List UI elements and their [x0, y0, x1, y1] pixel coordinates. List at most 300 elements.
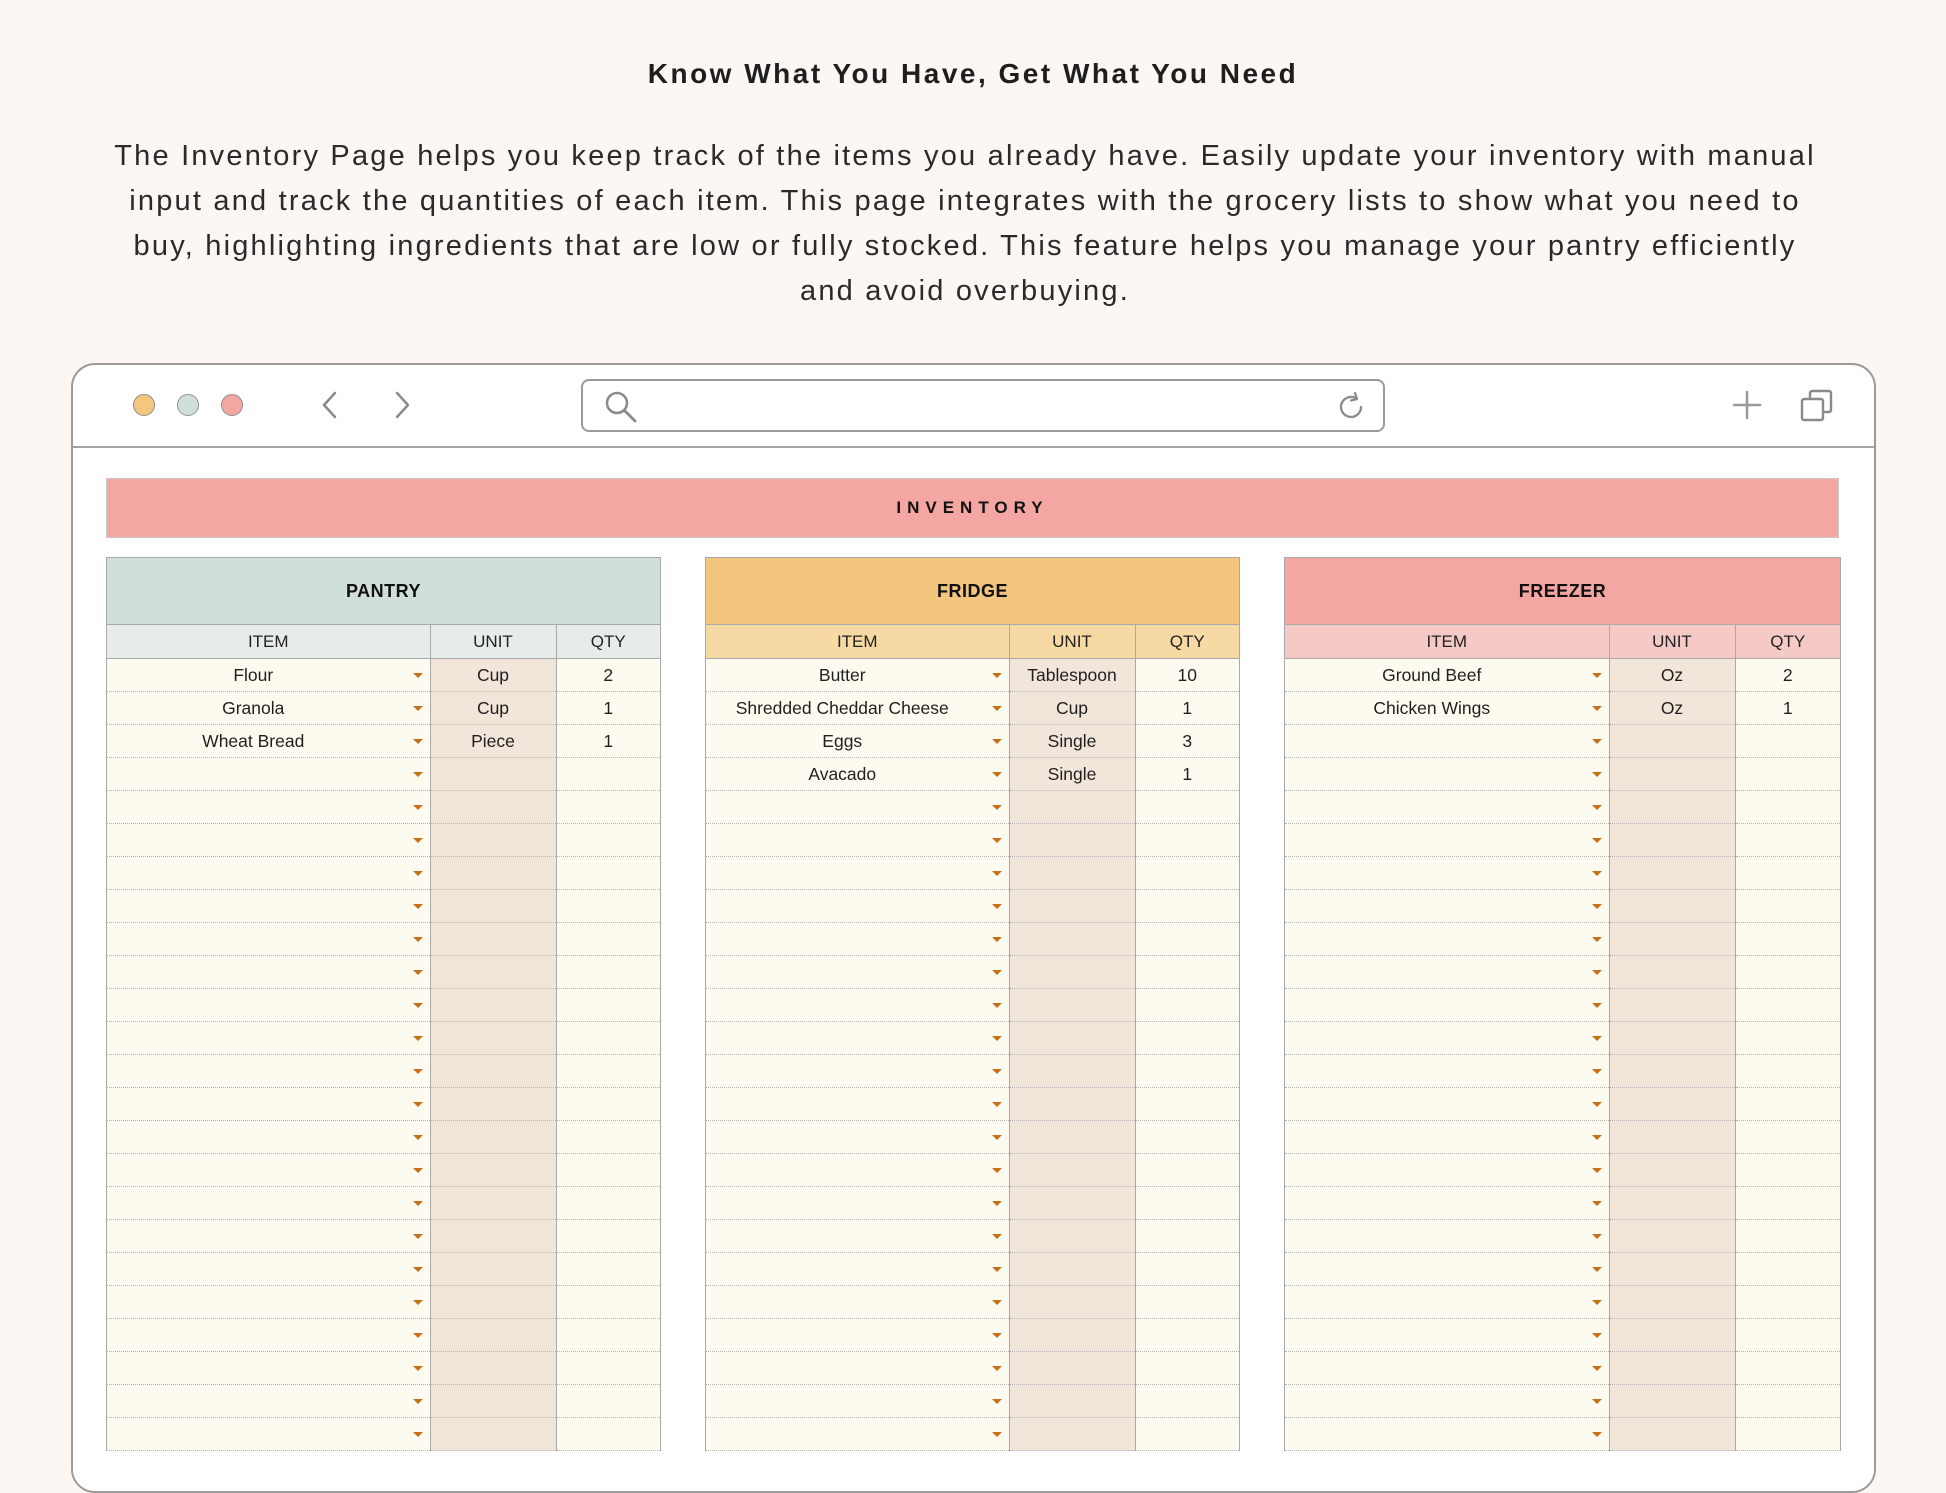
table-row: [107, 1385, 660, 1418]
dropdown-arrow-icon[interactable]: [1592, 1399, 1602, 1404]
qty-cell[interactable]: [1735, 1220, 1840, 1253]
qty-cell[interactable]: [1135, 989, 1239, 1022]
unit-cell[interactable]: [430, 824, 556, 857]
item-cell[interactable]: [706, 725, 1009, 758]
qty-cell[interactable]: [1735, 1286, 1840, 1319]
unit-cell[interactable]: [1009, 1253, 1135, 1286]
dropdown-arrow-icon[interactable]: [992, 772, 1002, 777]
dropdown-arrow-icon[interactable]: [992, 673, 1002, 678]
unit-cell[interactable]: [1609, 791, 1735, 824]
item-cell[interactable]: [706, 824, 1009, 857]
dropdown-arrow-icon[interactable]: [992, 1267, 1002, 1272]
unit-cell[interactable]: [1009, 1319, 1135, 1352]
unit-cell[interactable]: [430, 956, 556, 989]
item-cell[interactable]: [1285, 1022, 1609, 1055]
unit-cell[interactable]: [430, 1187, 556, 1220]
qty-cell[interactable]: 3: [1135, 725, 1239, 758]
qty-cell[interactable]: [556, 1022, 660, 1055]
dropdown-arrow-icon[interactable]: [1592, 1201, 1602, 1206]
item-cell[interactable]: [107, 989, 430, 1022]
dropdown-arrow-icon[interactable]: [413, 739, 423, 744]
qty-cell[interactable]: [1735, 1352, 1840, 1385]
unit-cell[interactable]: [1009, 989, 1135, 1022]
item-cell[interactable]: [107, 692, 430, 725]
unit-cell[interactable]: [1609, 1286, 1735, 1319]
unit-cell[interactable]: [1609, 956, 1735, 989]
item-cell[interactable]: [1285, 758, 1609, 791]
chevron-right-icon[interactable]: [387, 387, 417, 423]
dropdown-arrow-icon[interactable]: [1592, 1432, 1602, 1437]
unit-cell[interactable]: [430, 857, 556, 890]
dropdown-arrow-icon[interactable]: [992, 1201, 1002, 1206]
unit-cell[interactable]: [1009, 1385, 1135, 1418]
item-cell[interactable]: [1285, 923, 1609, 956]
unit-cell[interactable]: [1009, 923, 1135, 956]
plus-icon[interactable]: [1731, 389, 1763, 426]
unit-cell[interactable]: [1009, 1418, 1135, 1451]
item-cell[interactable]: [706, 791, 1009, 824]
unit-cell[interactable]: [1009, 1187, 1135, 1220]
item-cell[interactable]: [706, 1418, 1009, 1451]
unit-cell[interactable]: [1609, 857, 1735, 890]
item-cell[interactable]: [706, 857, 1009, 890]
qty-cell[interactable]: [1735, 1022, 1840, 1055]
unit-cell[interactable]: Cup: [430, 692, 556, 725]
unit-cell[interactable]: [1609, 824, 1735, 857]
dropdown-arrow-icon[interactable]: [1592, 1300, 1602, 1305]
qty-cell[interactable]: [1735, 989, 1840, 1022]
qty-cell[interactable]: [1735, 956, 1840, 989]
item-cell[interactable]: [706, 1055, 1009, 1088]
qty-cell[interactable]: [1135, 1187, 1239, 1220]
dropdown-arrow-icon[interactable]: [413, 904, 423, 909]
item-cell[interactable]: [1285, 1220, 1609, 1253]
unit-cell[interactable]: [1609, 989, 1735, 1022]
qty-cell[interactable]: [556, 1154, 660, 1187]
unit-cell[interactable]: [430, 1121, 556, 1154]
dropdown-arrow-icon[interactable]: [992, 1333, 1002, 1338]
qty-cell[interactable]: [1135, 1055, 1239, 1088]
qty-cell[interactable]: 1: [1735, 692, 1840, 725]
qty-cell[interactable]: [1135, 1154, 1239, 1187]
item-cell[interactable]: [107, 1385, 430, 1418]
item-cell[interactable]: [107, 1319, 430, 1352]
qty-cell[interactable]: [1735, 1055, 1840, 1088]
unit-cell[interactable]: [430, 923, 556, 956]
qty-cell[interactable]: [1135, 824, 1239, 857]
dropdown-arrow-icon[interactable]: [992, 871, 1002, 876]
qty-cell[interactable]: [1735, 824, 1840, 857]
dropdown-arrow-icon[interactable]: [1592, 1135, 1602, 1140]
qty-cell[interactable]: [1135, 857, 1239, 890]
dropdown-arrow-icon[interactable]: [413, 1003, 423, 1008]
item-cell[interactable]: [706, 956, 1009, 989]
unit-cell[interactable]: Single: [1009, 758, 1135, 791]
item-cell[interactable]: [107, 1154, 430, 1187]
qty-cell[interactable]: [556, 758, 660, 791]
qty-cell[interactable]: [1135, 1286, 1239, 1319]
table-row: [706, 1385, 1239, 1418]
qty-cell[interactable]: [556, 1286, 660, 1319]
dropdown-arrow-icon[interactable]: [992, 1003, 1002, 1008]
item-cell[interactable]: [706, 1286, 1009, 1319]
item-cell[interactable]: [706, 1121, 1009, 1154]
qty-cell[interactable]: [1735, 857, 1840, 890]
qty-cell[interactable]: [1135, 890, 1239, 923]
unit-cell[interactable]: [1609, 1022, 1735, 1055]
chevron-left-icon[interactable]: [315, 387, 345, 423]
qty-cell[interactable]: 1: [1135, 692, 1239, 725]
qty-cell[interactable]: [556, 1220, 660, 1253]
unit-cell[interactable]: [430, 1154, 556, 1187]
unit-cell[interactable]: [430, 1253, 556, 1286]
qty-cell[interactable]: 1: [1135, 758, 1239, 791]
dropdown-arrow-icon[interactable]: [413, 970, 423, 975]
item-cell[interactable]: [1285, 989, 1609, 1022]
item-cell[interactable]: [1285, 1055, 1609, 1088]
qty-cell[interactable]: 2: [1735, 659, 1840, 692]
address-bar[interactable]: [581, 379, 1385, 432]
dropdown-arrow-icon[interactable]: [992, 1234, 1002, 1239]
dropdown-arrow-icon[interactable]: [413, 706, 423, 711]
dropdown-arrow-icon[interactable]: [1592, 706, 1602, 711]
dropdown-arrow-icon[interactable]: [1592, 937, 1602, 942]
qty-cell[interactable]: [1735, 1319, 1840, 1352]
dropdown-arrow-icon[interactable]: [992, 1432, 1002, 1437]
item-cell[interactable]: [107, 956, 430, 989]
qty-cell[interactable]: 2: [556, 659, 660, 692]
dropdown-arrow-icon[interactable]: [1592, 805, 1602, 810]
dropdown-arrow-icon[interactable]: [413, 1399, 423, 1404]
dropdown-arrow-icon[interactable]: [992, 1300, 1002, 1305]
qty-cell[interactable]: 10: [1135, 659, 1239, 692]
qty-cell[interactable]: [1735, 1088, 1840, 1121]
item-cell[interactable]: [107, 824, 430, 857]
item-cell[interactable]: [107, 857, 430, 890]
item-cell[interactable]: [1285, 1187, 1609, 1220]
unit-cell[interactable]: [1609, 1187, 1735, 1220]
dropdown-arrow-icon[interactable]: [992, 904, 1002, 909]
unit-cell[interactable]: [430, 1022, 556, 1055]
dropdown-arrow-icon[interactable]: [413, 1135, 423, 1140]
unit-cell[interactable]: [1609, 725, 1735, 758]
unit-cell[interactable]: [1009, 1088, 1135, 1121]
qty-cell[interactable]: [556, 989, 660, 1022]
item-cell[interactable]: [1285, 791, 1609, 824]
dropdown-arrow-icon[interactable]: [1592, 1234, 1602, 1239]
unit-cell[interactable]: [430, 1286, 556, 1319]
item-cell[interactable]: [107, 758, 430, 791]
qty-cell[interactable]: [556, 1121, 660, 1154]
qty-cell[interactable]: [1735, 1121, 1840, 1154]
unit-cell[interactable]: [1609, 758, 1735, 791]
dropdown-arrow-icon[interactable]: [413, 1069, 423, 1074]
unit-cell[interactable]: [1609, 1253, 1735, 1286]
unit-cell[interactable]: Cup: [1009, 692, 1135, 725]
unit-cell[interactable]: [1609, 1121, 1735, 1154]
qty-cell[interactable]: [556, 1385, 660, 1418]
item-cell[interactable]: [1285, 659, 1609, 692]
unit-cell[interactable]: [430, 791, 556, 824]
unit-cell[interactable]: [430, 758, 556, 791]
unit-cell[interactable]: [430, 890, 556, 923]
dropdown-arrow-icon[interactable]: [413, 673, 423, 678]
dropdown-arrow-icon[interactable]: [992, 1135, 1002, 1140]
dropdown-arrow-icon[interactable]: [1592, 673, 1602, 678]
item-cell[interactable]: [1285, 956, 1609, 989]
qty-cell[interactable]: 1: [556, 692, 660, 725]
dropdown-arrow-icon[interactable]: [992, 706, 1002, 711]
item-cell[interactable]: [1285, 1121, 1609, 1154]
qty-cell[interactable]: [1735, 1385, 1840, 1418]
unit-cell[interactable]: [430, 1385, 556, 1418]
qty-cell[interactable]: [556, 956, 660, 989]
unit-cell[interactable]: [430, 1088, 556, 1121]
item-cell[interactable]: [1285, 1088, 1609, 1121]
unit-cell[interactable]: [1609, 1154, 1735, 1187]
unit-cell[interactable]: [1009, 1022, 1135, 1055]
item-cell[interactable]: [706, 1385, 1009, 1418]
qty-cell[interactable]: [556, 1418, 660, 1451]
dropdown-arrow-icon[interactable]: [1592, 1366, 1602, 1371]
item-cell[interactable]: [107, 1121, 430, 1154]
unit-cell[interactable]: [1609, 1352, 1735, 1385]
unit-cell[interactable]: [1009, 1055, 1135, 1088]
item-cell[interactable]: [706, 1187, 1009, 1220]
unit-cell[interactable]: Oz: [1609, 692, 1735, 725]
unit-cell[interactable]: [1609, 1220, 1735, 1253]
qty-cell[interactable]: [1135, 1088, 1239, 1121]
qty-cell[interactable]: [1735, 1253, 1840, 1286]
unit-cell[interactable]: Cup: [430, 659, 556, 692]
item-cell[interactable]: [706, 659, 1009, 692]
dropdown-arrow-icon[interactable]: [413, 1036, 423, 1041]
item-cell[interactable]: [1285, 1385, 1609, 1418]
item-cell[interactable]: [107, 725, 430, 758]
dropdown-arrow-icon[interactable]: [413, 1432, 423, 1437]
qty-cell[interactable]: [556, 1319, 660, 1352]
qty-cell[interactable]: [1735, 890, 1840, 923]
qty-cell[interactable]: [556, 824, 660, 857]
dropdown-arrow-icon[interactable]: [413, 1234, 423, 1239]
window-close-button[interactable]: [221, 394, 243, 416]
dropdown-arrow-icon[interactable]: [1592, 1036, 1602, 1041]
unit-cell[interactable]: [430, 1319, 556, 1352]
unit-cell[interactable]: [1009, 857, 1135, 890]
table-row: [107, 1220, 660, 1253]
item-cell[interactable]: [706, 1319, 1009, 1352]
dropdown-arrow-icon[interactable]: [1592, 871, 1602, 876]
qty-cell[interactable]: [1135, 1022, 1239, 1055]
item-cell[interactable]: [1285, 857, 1609, 890]
dropdown-arrow-icon[interactable]: [1592, 838, 1602, 843]
dropdown-arrow-icon[interactable]: [1592, 970, 1602, 975]
qty-cell[interactable]: [556, 857, 660, 890]
dropdown-arrow-icon[interactable]: [992, 1069, 1002, 1074]
unit-cell[interactable]: [1609, 1385, 1735, 1418]
dropdown-arrow-icon[interactable]: [413, 1102, 423, 1107]
unit-cell[interactable]: [1609, 1418, 1735, 1451]
dropdown-arrow-icon[interactable]: [413, 1168, 423, 1173]
dropdown-arrow-icon[interactable]: [992, 1399, 1002, 1404]
dropdown-arrow-icon[interactable]: [992, 970, 1002, 975]
unit-cell[interactable]: [1009, 890, 1135, 923]
item-cell[interactable]: [107, 923, 430, 956]
unit-cell[interactable]: [1009, 1121, 1135, 1154]
unit-cell[interactable]: [430, 1220, 556, 1253]
item-cell[interactable]: [706, 1352, 1009, 1385]
item-cell[interactable]: [1285, 1319, 1609, 1352]
dropdown-arrow-icon[interactable]: [992, 937, 1002, 942]
dropdown-arrow-icon[interactable]: [992, 805, 1002, 810]
item-cell[interactable]: [107, 1187, 430, 1220]
qty-cell[interactable]: [1135, 1121, 1239, 1154]
dropdown-arrow-icon[interactable]: [1592, 1267, 1602, 1272]
item-cell[interactable]: [706, 923, 1009, 956]
item-cell[interactable]: [107, 1352, 430, 1385]
item-cell[interactable]: [1285, 725, 1609, 758]
item-cell[interactable]: [107, 659, 430, 692]
unit-cell[interactable]: [1009, 791, 1135, 824]
unit-cell[interactable]: Piece: [430, 725, 556, 758]
qty-cell[interactable]: [556, 923, 660, 956]
unit-cell[interactable]: [1609, 890, 1735, 923]
qty-cell[interactable]: [556, 791, 660, 824]
item-cell[interactable]: [1285, 824, 1609, 857]
dropdown-arrow-icon[interactable]: [992, 1366, 1002, 1371]
unit-cell[interactable]: Tablespoon: [1009, 659, 1135, 692]
item-cell[interactable]: [107, 1022, 430, 1055]
unit-cell[interactable]: [1609, 1319, 1735, 1352]
unit-cell[interactable]: [1009, 1220, 1135, 1253]
unit-cell[interactable]: Oz: [1609, 659, 1735, 692]
window-minimize-button[interactable]: [133, 394, 155, 416]
item-cell[interactable]: [1285, 890, 1609, 923]
item-cell[interactable]: [107, 1055, 430, 1088]
qty-cell[interactable]: [1135, 791, 1239, 824]
qty-cell[interactable]: [1735, 1418, 1840, 1451]
qty-cell[interactable]: [1135, 1319, 1239, 1352]
item-cell[interactable]: [706, 692, 1009, 725]
dropdown-arrow-icon[interactable]: [1592, 1168, 1602, 1173]
unit-cell[interactable]: [430, 1418, 556, 1451]
item-cell[interactable]: [706, 1253, 1009, 1286]
item-cell[interactable]: [1285, 1154, 1609, 1187]
dropdown-arrow-icon[interactable]: [1592, 1003, 1602, 1008]
qty-cell[interactable]: [1735, 1187, 1840, 1220]
dropdown-arrow-icon[interactable]: [992, 1102, 1002, 1107]
qty-cell[interactable]: [1135, 1385, 1239, 1418]
dropdown-arrow-icon[interactable]: [1592, 1102, 1602, 1107]
dropdown-arrow-icon[interactable]: [413, 1333, 423, 1338]
item-cell[interactable]: [706, 890, 1009, 923]
unit-cell[interactable]: [430, 989, 556, 1022]
unit-cell[interactable]: [1609, 923, 1735, 956]
item-cell[interactable]: [1285, 1418, 1609, 1451]
item-cell[interactable]: [1285, 692, 1609, 725]
qty-cell[interactable]: [1735, 791, 1840, 824]
item-cell[interactable]: [706, 1154, 1009, 1187]
dropdown-arrow-icon[interactable]: [1592, 772, 1602, 777]
dropdown-arrow-icon[interactable]: [1592, 739, 1602, 744]
qty-cell[interactable]: [1135, 956, 1239, 989]
dropdown-arrow-icon[interactable]: [413, 1300, 423, 1305]
unit-cell[interactable]: [430, 1055, 556, 1088]
dropdown-arrow-icon[interactable]: [413, 805, 423, 810]
qty-cell[interactable]: [1135, 1418, 1239, 1451]
unit-cell[interactable]: Single: [1009, 725, 1135, 758]
qty-cell[interactable]: [556, 1187, 660, 1220]
item-cell[interactable]: [706, 1088, 1009, 1121]
item-cell[interactable]: [1285, 1253, 1609, 1286]
item-cell[interactable]: [1285, 1352, 1609, 1385]
item-cell[interactable]: [706, 1022, 1009, 1055]
item-cell[interactable]: [107, 890, 430, 923]
dropdown-arrow-icon[interactable]: [413, 838, 423, 843]
item-cell[interactable]: [107, 1418, 430, 1451]
unit-cell[interactable]: [1009, 956, 1135, 989]
item-cell[interactable]: [107, 1253, 430, 1286]
dropdown-arrow-icon[interactable]: [992, 1168, 1002, 1173]
qty-cell[interactable]: [1135, 1352, 1239, 1385]
unit-cell[interactable]: [430, 1352, 556, 1385]
qty-cell[interactable]: [1735, 1154, 1840, 1187]
unit-cell[interactable]: [1609, 1055, 1735, 1088]
qty-cell[interactable]: [1135, 1253, 1239, 1286]
qty-cell[interactable]: [1735, 923, 1840, 956]
qty-cell[interactable]: [1135, 1220, 1239, 1253]
qty-cell[interactable]: [556, 1253, 660, 1286]
qty-cell[interactable]: 1: [556, 725, 660, 758]
qty-cell[interactable]: [556, 890, 660, 923]
unit-cell[interactable]: [1009, 1352, 1135, 1385]
qty-cell[interactable]: [1135, 923, 1239, 956]
dropdown-arrow-icon[interactable]: [413, 871, 423, 876]
dropdown-arrow-icon[interactable]: [413, 937, 423, 942]
tabs-icon[interactable]: [1799, 388, 1835, 429]
dropdown-arrow-icon[interactable]: [413, 1201, 423, 1206]
qty-cell[interactable]: [556, 1352, 660, 1385]
item-cell[interactable]: [706, 758, 1009, 791]
qty-cell[interactable]: [556, 1055, 660, 1088]
item-cell[interactable]: [107, 1088, 430, 1121]
item-cell[interactable]: [107, 791, 430, 824]
unit-cell[interactable]: [1009, 1286, 1135, 1319]
item-cell[interactable]: [1285, 1286, 1609, 1319]
item-cell[interactable]: [107, 1286, 430, 1319]
reload-icon[interactable]: [1335, 391, 1367, 428]
dropdown-arrow-icon[interactable]: [413, 1366, 423, 1371]
unit-cell[interactable]: [1009, 824, 1135, 857]
dropdown-arrow-icon[interactable]: [992, 838, 1002, 843]
unit-cell[interactable]: [1009, 1154, 1135, 1187]
dropdown-arrow-icon[interactable]: [992, 739, 1002, 744]
dropdown-arrow-icon[interactable]: [1592, 1069, 1602, 1074]
qty-cell[interactable]: [1735, 758, 1840, 791]
qty-cell[interactable]: [1735, 725, 1840, 758]
item-cell[interactable]: [107, 1220, 430, 1253]
dropdown-arrow-icon[interactable]: [1592, 904, 1602, 909]
dropdown-arrow-icon[interactable]: [413, 1267, 423, 1272]
qty-cell[interactable]: [556, 1088, 660, 1121]
dropdown-arrow-icon[interactable]: [413, 772, 423, 777]
window-zoom-button[interactable]: [177, 394, 199, 416]
dropdown-arrow-icon[interactable]: [992, 1036, 1002, 1041]
dropdown-arrow-icon[interactable]: [1592, 1333, 1602, 1338]
item-cell[interactable]: [706, 1220, 1009, 1253]
unit-cell[interactable]: [1609, 1088, 1735, 1121]
item-cell[interactable]: [706, 989, 1009, 1022]
